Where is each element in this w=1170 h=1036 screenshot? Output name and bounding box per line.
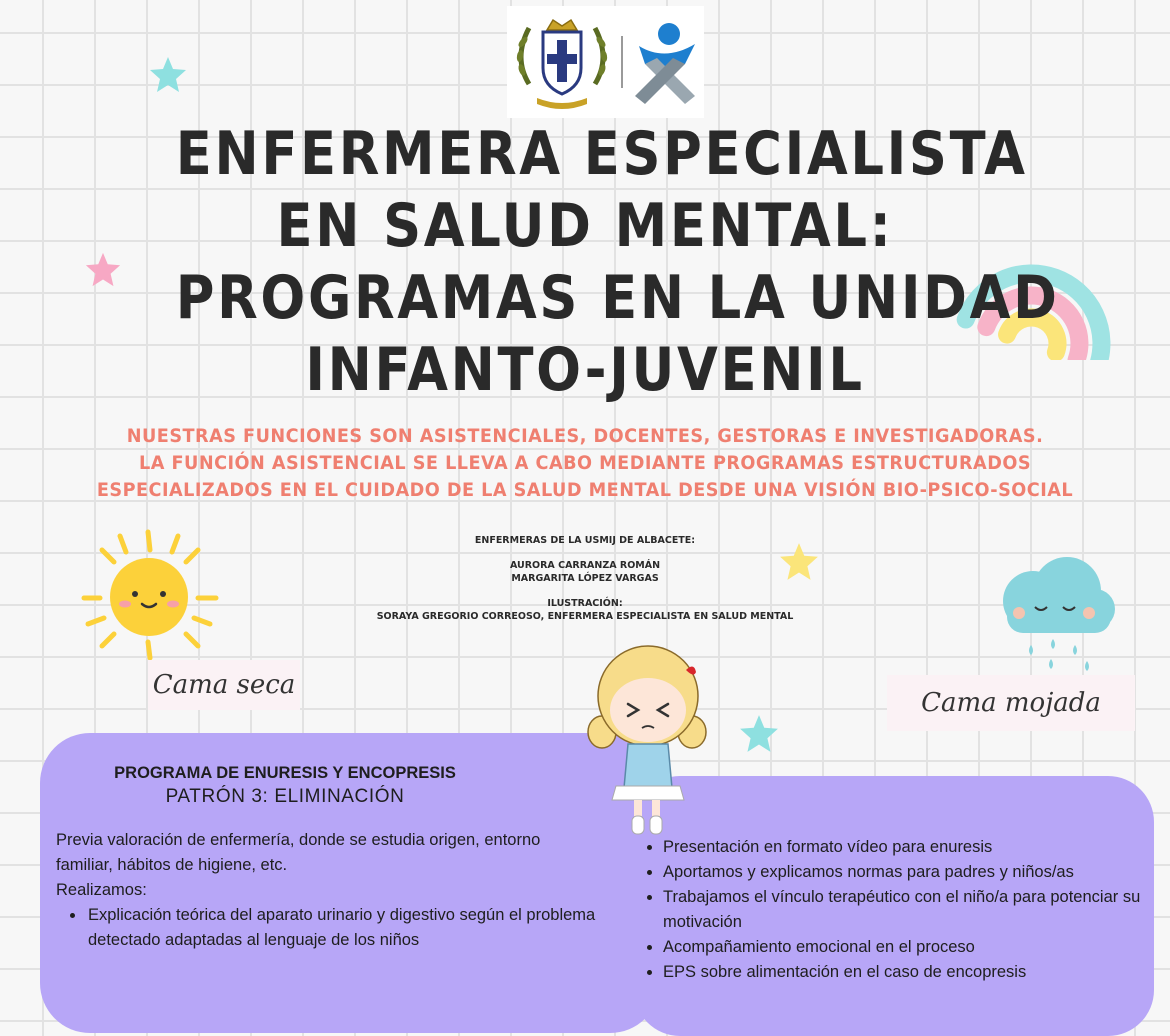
foundation-logo	[625, 14, 705, 114]
logos-panel	[507, 6, 704, 118]
illustration-heading: ILUSTRACIÓN:	[547, 598, 623, 609]
subtitle-line: NUESTRAS FUNCIONES SON ASISTENCIALES, DOCENTES, GESTORAS E INVESTIGADORAS.	[126, 425, 1044, 447]
list-item: • EPS sobre alimentación en el caso de encopresis	[663, 960, 1158, 985]
list-item: • Explicación teórica del aparato urinario y digestivo según el problema detectado adaptadas al lenguaje de los niños	[86, 903, 596, 953]
program-intro: Previa valoración de enfermería, donde se estudia origen, entorno familiar, hábitos de higiene, etc.	[56, 831, 541, 874]
list-item: • Acompañamiento emocional en el proceso	[663, 935, 1158, 960]
sun-icon	[80, 528, 220, 664]
institution-crest-logo	[507, 6, 617, 118]
star-icon	[148, 54, 188, 94]
star-icon	[84, 250, 122, 288]
program-title: PROGRAMA DE ENURESIS Y ENCOPRESIS	[114, 764, 456, 782]
title-line: EN SALUD MENTAL:	[276, 191, 894, 261]
functions-description	[97, 423, 1074, 504]
credits-heading: ENFERMERAS DE LA USMIJ DE ALBACETE:	[474, 535, 696, 546]
realizamos-label: Realizamos:	[56, 881, 147, 899]
subtitle-line: LA FUNCIÓN ASISTENCIAL SE LLEVA A CABO MEDIANTE PROGRAMAS ESTRUCTURADOS	[138, 452, 1032, 474]
author-name: MARGARITA LÓPEZ VARGAS	[511, 573, 659, 584]
program-subtitle: PATRÓN 3: ELIMINACIÓN	[165, 786, 405, 807]
credits	[300, 534, 870, 623]
list-item: • Presentación en formato vídeo para enuresis	[663, 835, 1158, 860]
list-item: • Trabajamos el vínculo terapéutico con el niño/a para potenciar su motivación	[663, 885, 1158, 935]
title-line: ENFERMERA ESPECIALISTA	[175, 119, 1028, 189]
dry-bed-label: Cama seca	[148, 660, 300, 710]
title-line: PROGRAMAS EN LA UNIDAD	[175, 263, 1060, 333]
star-icon	[738, 712, 780, 754]
program-left-text	[56, 828, 596, 953]
right-list	[638, 835, 1158, 985]
logo-divider	[621, 36, 623, 88]
left-list	[56, 903, 596, 953]
subtitle-line: ESPECIALIZADOS EN EL CUIDADO DE LA SALUD MENTAL DESDE UNA VISIÓN BIO-PSICO-SOCIAL	[96, 479, 1074, 501]
girl-illustration	[586, 640, 711, 840]
illustrator-name: SORAYA GREGORIO CORREOSO, ENFERMERA ESPECIALISTA EN SALUD MENTAL	[376, 611, 794, 622]
author-name: AURORA CARRANZA ROMÁN	[509, 560, 661, 571]
program-right-text	[638, 835, 1158, 985]
cloud-icon	[995, 555, 1120, 675]
list-item: • Aportamos y explicamos normas para padres y niños/as	[663, 860, 1158, 885]
page-title	[175, 118, 1060, 406]
wet-bed-label: Cama mojada	[887, 675, 1135, 731]
title-line: INFANTO-JUVENIL	[305, 335, 865, 405]
